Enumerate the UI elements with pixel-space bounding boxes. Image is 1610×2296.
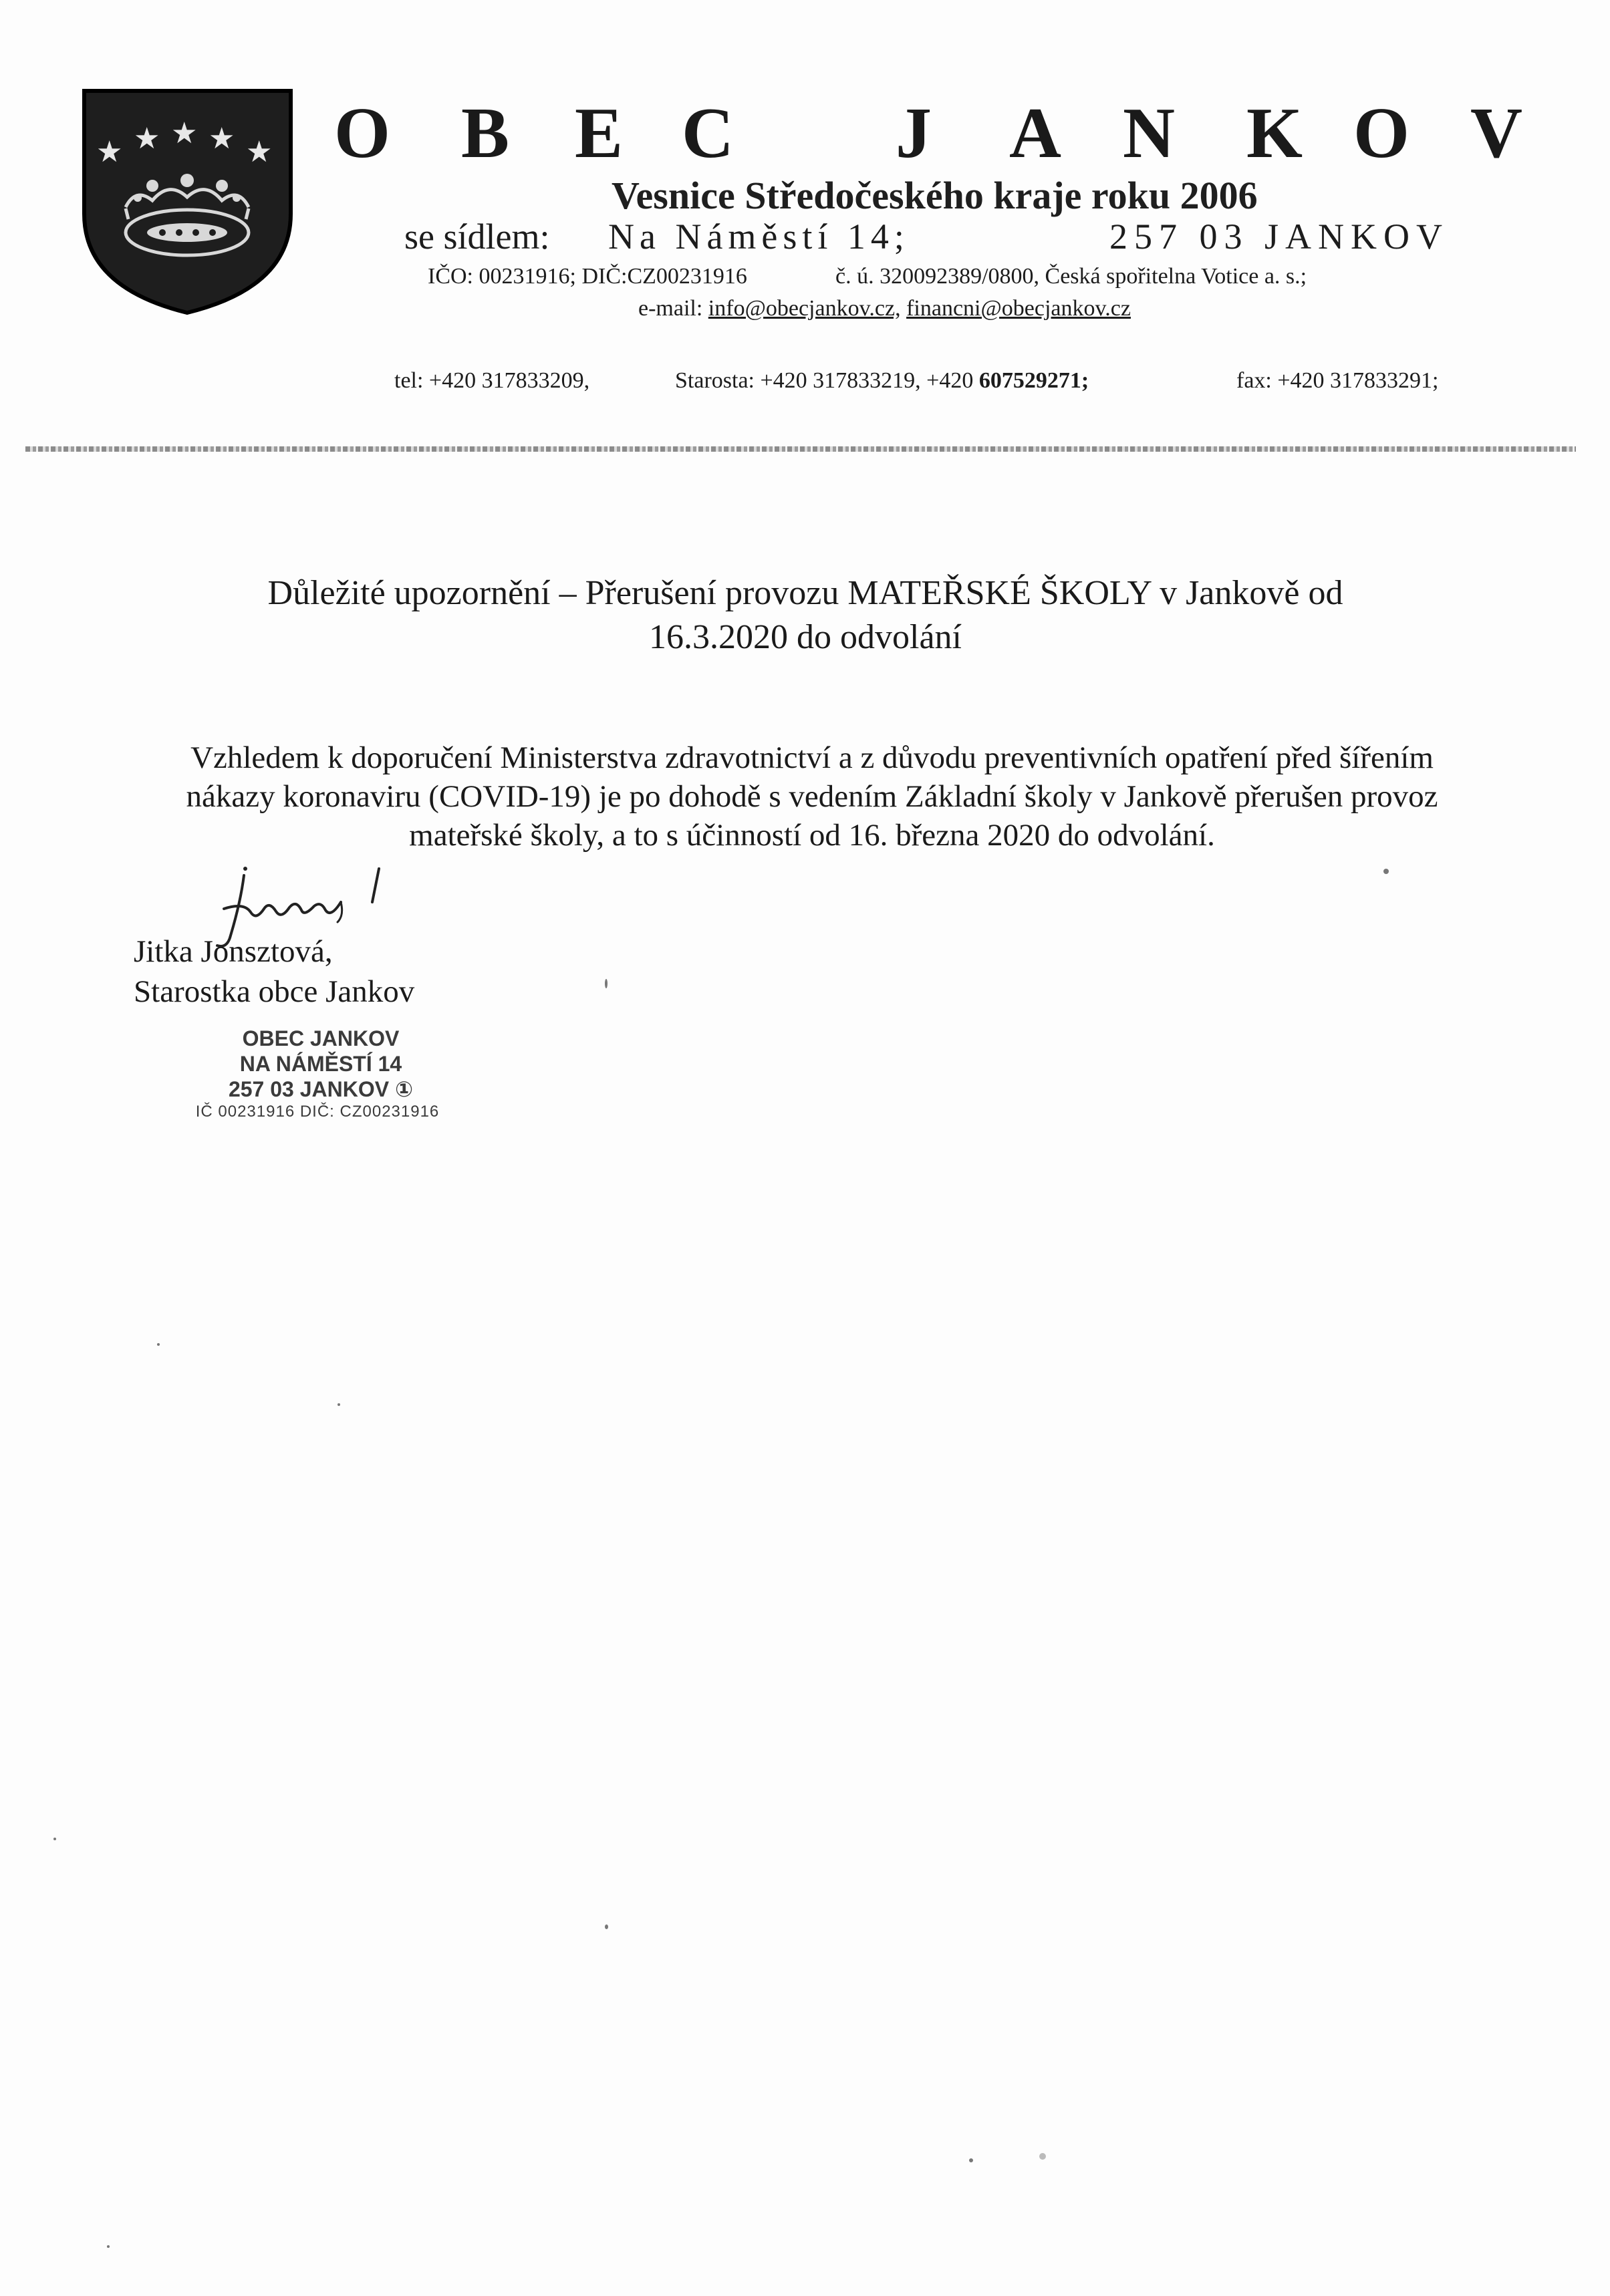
scan-speck [157, 1343, 160, 1346]
tax-ids: IČO: 00231916; DIČ:CZ00231916 [428, 264, 747, 289]
svg-text:★: ★ [171, 116, 198, 150]
municipality-title [334, 94, 1544, 174]
notice-body-line: nákazy koronaviru (COVID-19) je po dohodě s vedením Základní školy v Jankově přerušen provoz [186, 779, 1438, 814]
title-letter: A [1009, 94, 1061, 173]
email-label: e-mail: [638, 296, 703, 321]
notice-heading [134, 571, 1477, 660]
notice-heading-line: 16.3.2020 do odvolání [649, 618, 962, 656]
title-letter: E [575, 94, 624, 173]
seat-city: 257 03 JANKOV [1109, 217, 1449, 257]
mayor-mobile: 607529271; [978, 368, 1089, 393]
fax: fax: +420 317833291; [1236, 368, 1439, 393]
email-info-link[interactable]: info@obecjankov.cz, [708, 296, 901, 321]
official-stamp [180, 1026, 475, 1122]
stamp-line: 257 03 JANKOV ① [228, 1077, 414, 1101]
title-letter: K [1246, 94, 1303, 173]
email-financni-link[interactable]: financni@obecjankov.cz [906, 296, 1131, 321]
stamp-line: OBEC JANKOV [242, 1026, 400, 1050]
title-letter: C [682, 94, 734, 173]
title-letter: B [461, 94, 510, 173]
scan-speck [53, 1838, 56, 1840]
letterhead-divider [25, 446, 1576, 452]
scan-speck [1383, 869, 1389, 874]
telephone: tel: +420 317833209, [394, 368, 590, 393]
email-line [638, 294, 1131, 323]
title-letter: J [896, 94, 932, 173]
notice-heading-line: Důležité upozornění – Přerušení provozu MATEŘSKÉ ŠKOLY v Jankově od [267, 574, 1343, 612]
scan-speck [605, 979, 608, 988]
svg-text:★: ★ [209, 122, 235, 156]
scan-speck [969, 2158, 973, 2162]
coat-of-arms-icon [79, 87, 296, 317]
scan-speck [338, 1403, 340, 1406]
signatory-name: Jitka Jonsztová, [134, 934, 333, 969]
scan-speck [107, 2245, 110, 2248]
bank-account: č. ú. 320092389/0800, Česká spořitelna Votice a. s.; [835, 264, 1307, 289]
svg-text:★: ★ [246, 135, 273, 169]
mayor-phone-prefix: Starosta: +420 317833219, +420 [675, 368, 974, 393]
notice-body [137, 738, 1487, 855]
seat-label: se sídlem: [404, 217, 550, 257]
title-letter: O [1353, 94, 1410, 173]
title-letter: V [1470, 94, 1522, 173]
mayor-phone [675, 366, 1089, 396]
notice-body-line: Vzhledem k doporučení Ministerstva zdravotnictví a z důvodu preventivních opatření před šířením [190, 740, 1434, 775]
village-award-subtitle: Vesnice Středočeského kraje roku 2006 [612, 174, 1258, 217]
seat-street: Na Náměstí 14; [608, 217, 910, 257]
svg-text:★: ★ [96, 135, 123, 169]
svg-text:★: ★ [134, 122, 160, 156]
notice-body-line: mateřské školy, a to s účinností od 16. března 2020 do odvolání. [409, 818, 1215, 853]
signatory-role: Starostka obce Jankov [134, 974, 415, 1009]
title-letter: N [1123, 94, 1175, 173]
stamp-line: NA NÁMĚSTÍ 14 [239, 1052, 402, 1076]
scan-speck [1039, 2153, 1046, 2160]
stamp-line: IČ 00231916 DIČ: CZ00231916 [195, 1103, 440, 1121]
title-letter: O [334, 94, 391, 173]
scan-speck [605, 1924, 608, 1929]
